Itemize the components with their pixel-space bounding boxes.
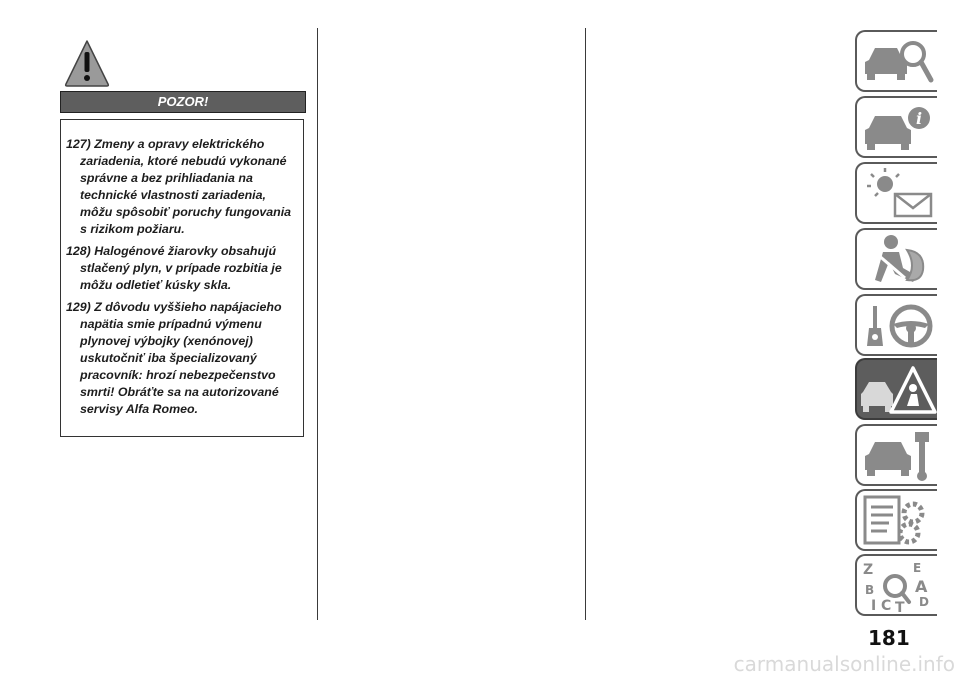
nav-tab-starting-driving[interactable] — [855, 294, 937, 356]
steering-wheel-key-icon — [861, 298, 937, 354]
nav-tab-car-info[interactable] — [855, 96, 937, 158]
warning-light-message-icon — [861, 166, 937, 222]
car-maintenance-wrench-icon — [861, 428, 937, 484]
note-127: 127) Zmeny a opravy elektrického zariadenia, ktoré nebudú vykonané správne a bez prihliadania na technické vlastnosti zariadenia, môžu spôsobiť poruchy fungovania s rizikom požiaru. — [66, 137, 292, 236]
car-info-icon — [861, 100, 937, 156]
svg-text:C: C — [881, 598, 892, 614]
nav-tab-emergency[interactable] — [855, 358, 937, 420]
note-128: 128) Halogénové žiarovky obsahujú stlačený plyn, v prípade rozbitia je môžu odletieť kúsky skla. — [66, 244, 282, 292]
nav-tab-lights-messages[interactable] — [855, 162, 937, 224]
watermark-text: carmanualsonline.info — [733, 652, 955, 676]
svg-text:B: B — [865, 583, 875, 597]
car-search-icon — [861, 34, 937, 90]
column-divider-right — [585, 28, 586, 620]
svg-text:I: I — [871, 598, 877, 614]
warning-title-bar: POZOR! — [60, 91, 306, 113]
nav-tab-maintenance[interactable] — [855, 424, 937, 486]
nav-tab-index[interactable] — [855, 554, 937, 616]
page-number: 181 — [868, 626, 910, 650]
svg-text:A: A — [915, 577, 928, 596]
svg-text:i: i — [915, 109, 923, 128]
svg-text:E: E — [913, 561, 922, 575]
nav-tab-technical-data[interactable] — [855, 489, 937, 551]
airbag-safety-icon — [861, 232, 937, 288]
alphabetical-index-icon — [861, 558, 937, 614]
svg-text:T: T — [895, 600, 905, 614]
warning-triangle-icon — [63, 38, 111, 88]
svg-text:Z: Z — [863, 562, 874, 578]
specifications-gear-icon — [861, 493, 937, 549]
car-breakdown-warning-icon — [861, 362, 937, 418]
note-129: 129) Z dôvodu vyššieho napájacieho napätia smie prípadnú výmenu plynovej výbojky (xenónovej) uskutočniť iba špecializovaný pracovník: hrozí nebezpečenstvo smrti! Obráťte sa na autorizované servisy Alfa Romeo. — [66, 300, 282, 416]
svg-text:D: D — [919, 595, 929, 609]
column-divider-left — [317, 28, 318, 620]
warning-notes-box — [60, 119, 304, 437]
nav-tab-dashboard[interactable] — [855, 30, 937, 92]
nav-tab-safety[interactable] — [855, 228, 937, 290]
